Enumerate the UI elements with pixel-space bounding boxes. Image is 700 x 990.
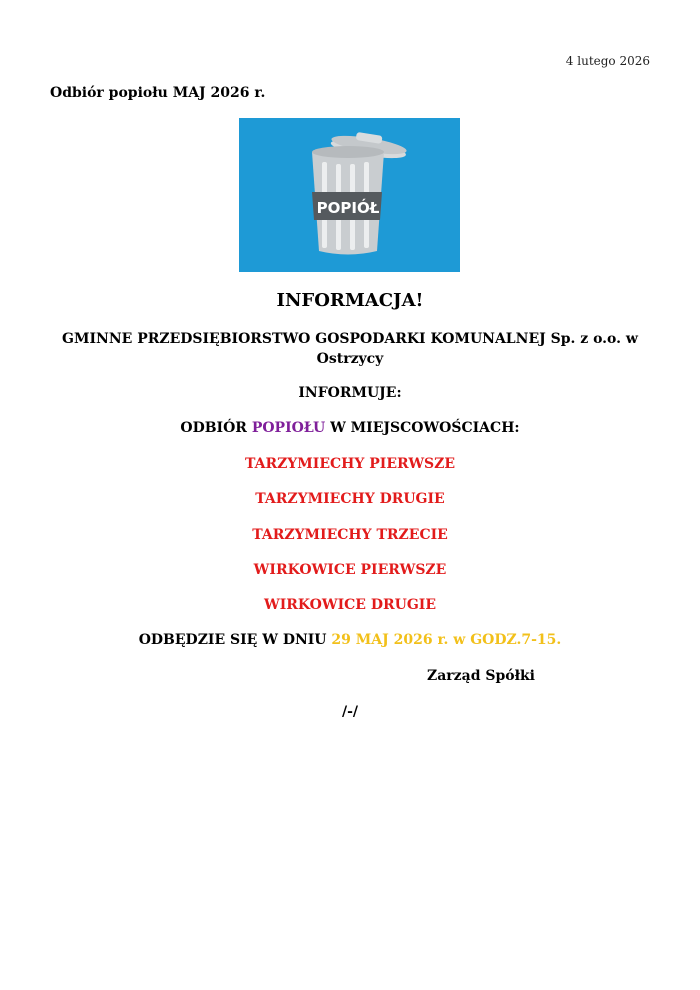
company-name: GMINNE PRZEDSIĘBIORSTWO GOSPODARKI KOMUNALNEJ Sp. z o.o. w Ostrzycy xyxy=(62,331,638,367)
collection-notice xyxy=(50,420,650,436)
location-item: TARZYMIECHY DRUGIE xyxy=(255,491,445,507)
collection-date-prefix: ODBĘDZIE SIĘ W DNIU xyxy=(138,632,332,648)
collection-prefix: ODBIÓR xyxy=(180,420,252,436)
location-item: WIRKOWICE DRUGIE xyxy=(263,597,436,613)
collection-suffix: W MIEJSCOWOŚCIACH: xyxy=(325,420,520,436)
closing-mark: /-/ xyxy=(341,704,359,720)
document-heading: INFORMACJA! xyxy=(276,290,424,311)
document-title: Odbiór popiołu MAJ 2026 r. xyxy=(50,85,266,101)
location-item: WIRKOWICE PIERWSZE xyxy=(253,562,447,578)
collection-date xyxy=(50,632,650,648)
document-date: 4 lutego 2026 xyxy=(565,54,650,68)
trash-bin-icon xyxy=(239,118,460,272)
signature: Zarząd Spółki xyxy=(427,668,535,684)
informs-label: INFORMUJE: xyxy=(298,385,402,401)
location-item: TARZYMIECHY PIERWSZE xyxy=(244,456,456,472)
ash-bin-image xyxy=(239,118,460,272)
location-item: TARZYMIECHY TRZECIE xyxy=(252,527,448,543)
bin-label: POPIÓŁ xyxy=(316,199,380,217)
collection-highlight: POPIOŁU xyxy=(251,420,326,436)
collection-date-highlight: 29 MAJ 2026 r. w GODZ.7-15. xyxy=(331,632,562,648)
